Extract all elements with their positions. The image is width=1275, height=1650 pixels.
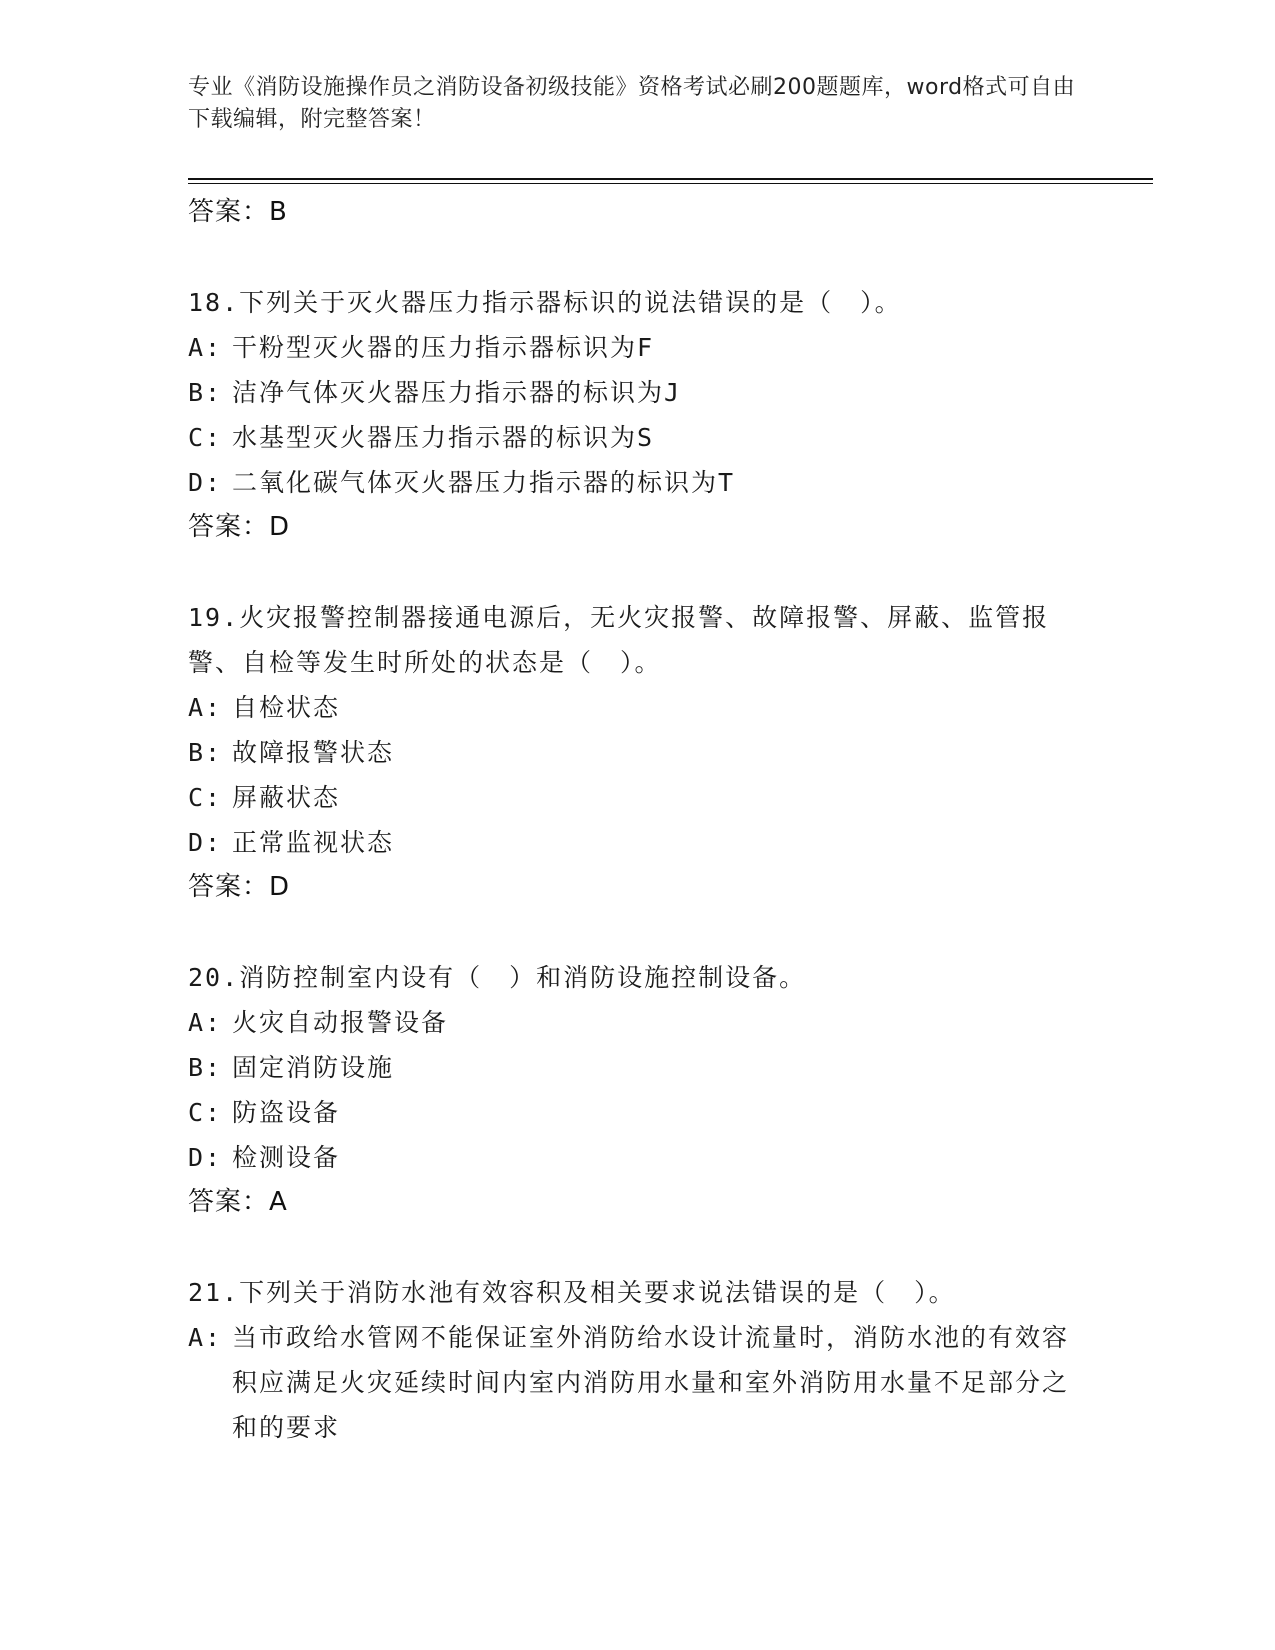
option-letter: A: [188, 1008, 223, 1037]
option-text: 自检状态 [232, 693, 341, 722]
option-text: 洁净气体灭火器压力指示器的标识为J [232, 378, 682, 407]
page-header: 专业《消防设施操作员之消防设备初级技能》资格考试必刷200题题库，word格式可自由下载编辑，附完整答案！ [188, 75, 1076, 132]
answer-label: 答案： [188, 872, 270, 902]
answer-line [188, 505, 1088, 550]
option-letter: C: [188, 1098, 223, 1127]
option-text: 防盗设备 [232, 1098, 341, 1127]
option-d [188, 820, 1088, 865]
option-letter: D: [188, 1143, 223, 1172]
option-text: 水基型灭火器压力指示器的标识为S [232, 423, 655, 452]
answer-label: 答案： [188, 197, 270, 227]
option-letter: C: [188, 783, 223, 812]
option-c [188, 1090, 1088, 1135]
option-text: 正常监视状态 [232, 828, 395, 857]
option-a [188, 1315, 1088, 1450]
option-d [188, 1135, 1088, 1180]
option-text: 当市政给水管网不能保证室外消防给水设计流量时，消防水池的有效容积应满足火灾延续时间内室内消防用水量和室外消防用水量不足部分之和的要求 [232, 1323, 1070, 1442]
answer-value: D [269, 512, 290, 542]
option-a [188, 1000, 1088, 1045]
option-text: 故障报警状态 [232, 738, 395, 767]
option-a [188, 685, 1088, 730]
option-text: 固定消防设施 [232, 1053, 395, 1082]
option-letter: A: [188, 333, 223, 362]
question-text: 19.火灾报警控制器接通电源后，无火灾报警、故障报警、屏蔽、监管报警、自检等发生时所处的状态是（ ）。 [188, 603, 1050, 677]
answer-value: D [269, 872, 290, 902]
question-20 [188, 955, 1088, 1225]
question-18 [188, 280, 1088, 550]
question-text: 20.消防控制室内设有（ ）和消防设施控制设备。 [188, 963, 807, 992]
option-a [188, 325, 1088, 370]
answer-line [188, 190, 1088, 235]
question-21 [188, 1270, 1088, 1450]
option-b [188, 1045, 1088, 1090]
header-rule-thick [188, 178, 1153, 180]
answer-value: B [269, 197, 287, 227]
option-letter: B: [188, 378, 223, 407]
option-c [188, 415, 1088, 460]
answer-line [188, 1180, 1088, 1225]
question-text: 21.下列关于消防水池有效容积及相关要求说法错误的是（ ）。 [188, 1278, 956, 1307]
option-letter: C: [188, 423, 223, 452]
answer-label: 答案： [188, 512, 270, 542]
question-content [188, 190, 1088, 1450]
answer-label: 答案： [188, 1187, 270, 1217]
answer-line [188, 865, 1088, 910]
option-text: 二氧化碳气体灭火器压力指示器的标识为T [232, 468, 736, 497]
option-letter: A: [188, 693, 223, 722]
option-text: 屏蔽状态 [232, 783, 341, 812]
option-letter: A: [188, 1323, 223, 1352]
option-text: 火灾自动报警设备 [232, 1008, 449, 1037]
header-rule-thin [188, 183, 1153, 184]
question-text: 18.下列关于灭火器压力指示器标识的说法错误的是（ ）。 [188, 288, 902, 317]
option-letter: D: [188, 468, 223, 497]
option-b [188, 730, 1088, 775]
option-d [188, 460, 1088, 505]
answer-value: A [269, 1187, 287, 1217]
option-letter: D: [188, 828, 223, 857]
option-c [188, 775, 1088, 820]
option-text: 干粉型灭火器的压力指示器标识为F [232, 333, 655, 362]
option-letter: B: [188, 738, 223, 767]
option-b [188, 370, 1088, 415]
option-text: 检测设备 [232, 1143, 341, 1172]
question-19 [188, 595, 1088, 910]
option-letter: B: [188, 1053, 223, 1082]
